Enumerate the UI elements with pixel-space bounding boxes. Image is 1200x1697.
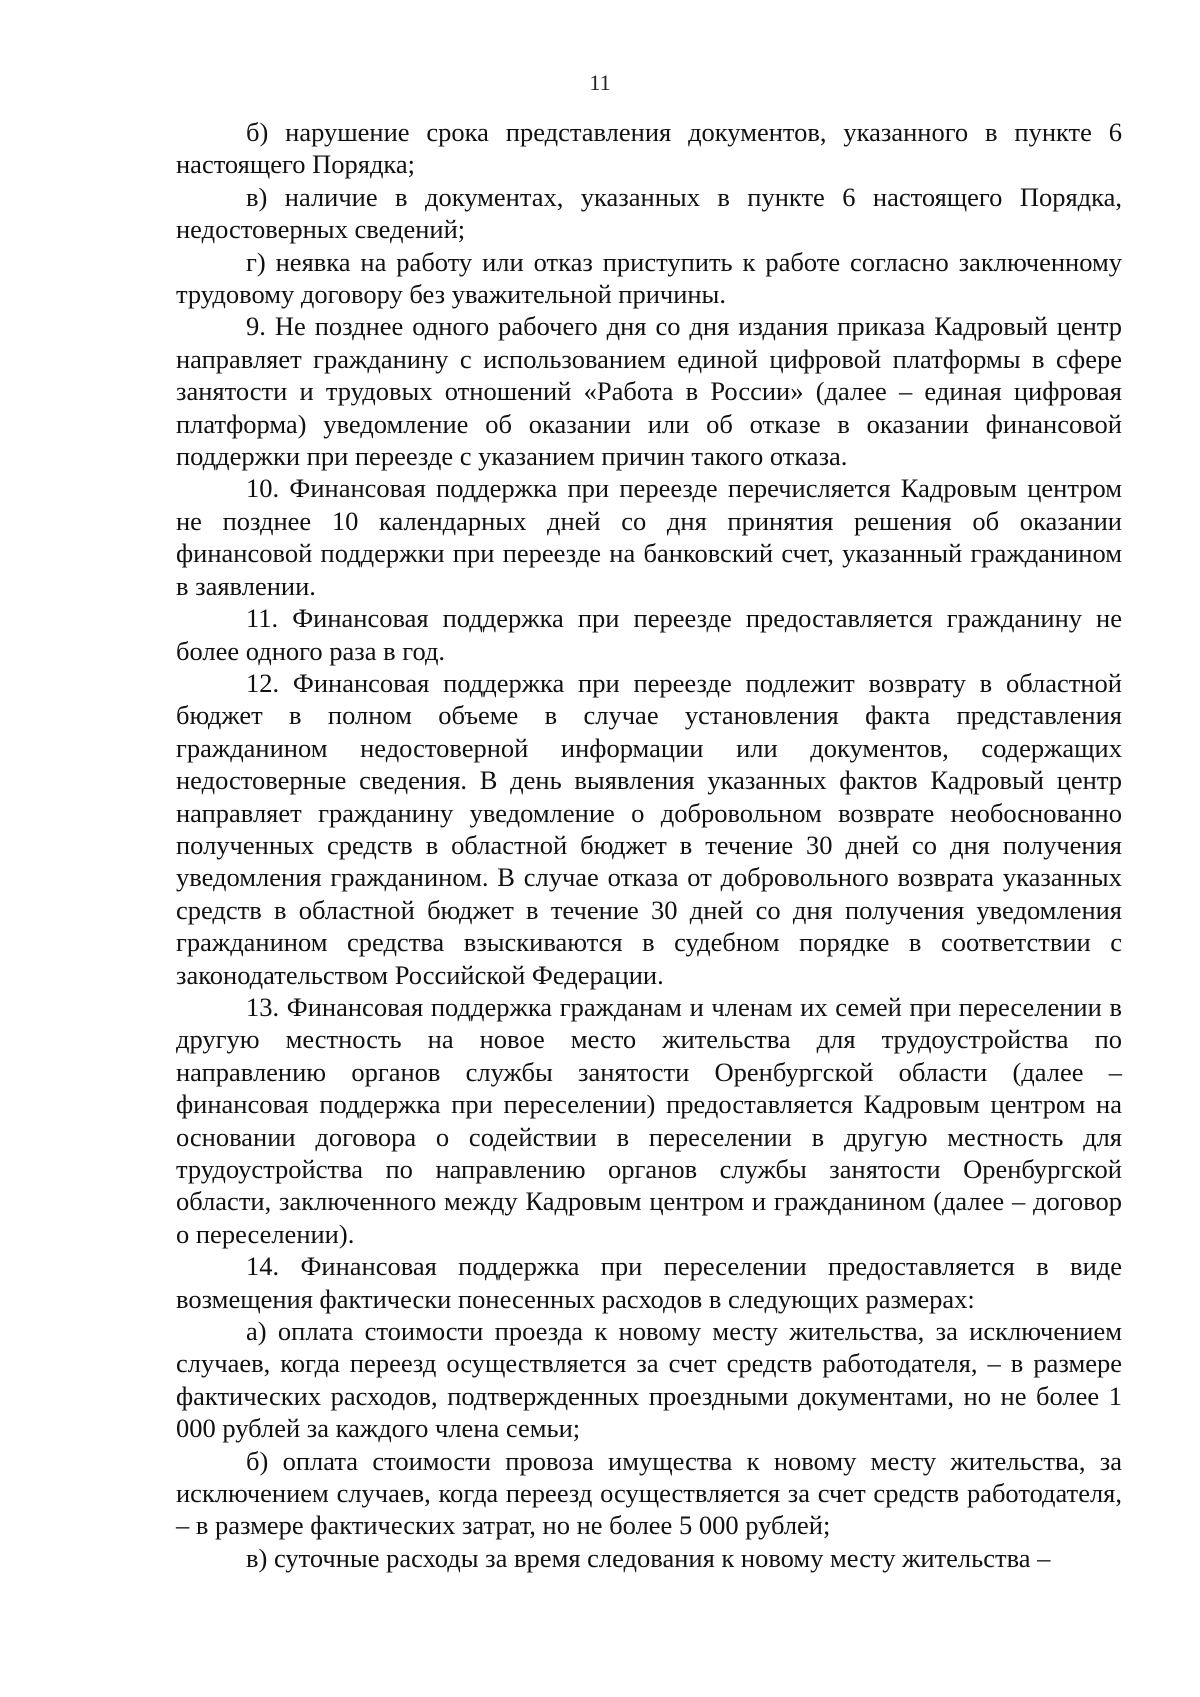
paragraph-14-item-b: б) оплата стоимости провоза имущества к новому месту жительства, за исключением случаев, когда переезд осуществляется за счет средств работодателя, – в размере фактических затрат, но не более 5 000 рублей; [176,1445,1122,1541]
document-body [176,116,1122,1574]
paragraph-item-v: в) наличие в документах, указанных в пункте 6 настоящего Порядка, недостоверных сведений; [176,181,1122,245]
paragraph-14-item-a: а) оплата стоимости проезда к новому месту жительства, за исключением случаев, когда переезд осуществляется за счет средств работодателя, – в размере фактических расходов, подтвержденных проездными документами, но не более 1 000 рублей за каждого члена семьи; [176,1316,1122,1444]
paragraph-10: 10. Финансовая поддержка при переезде перечисляется Кадровым центром не позднее 10 календарных дней со дня принятия решения об оказании финансовой поддержки при переезде на банковский счет, указанный гражданином в заявлении. [176,473,1122,601]
paragraph-13: 13. Финансовая поддержка гражданам и членам их семей при переселении в другую местность на новое место жительства для трудоустройства по направлению органов службы занятости Оренбургской области (далее – финансовая поддержка при переселении) предоставляется Кадровым центром на основании договора о содействии в переселении в другую местность для трудоустройства по направлению органов службы занятости Оренбургской области, заключенного между Кадровым центром и гражданином (далее – договор о переселении). [176,991,1122,1249]
paragraph-item-b: б) нарушение срока представления документов, указанного в пункте 6 настоящего Порядка; [176,117,1122,180]
paragraph-11: 11. Финансовая поддержка при переезде предоставляется гражданину не более одного раза в год. [176,603,1122,666]
paragraph-item-g: г) неявка на работу или отказ приступить к работе согласно заключенному трудовому договору без уважительной причины. [176,246,1122,310]
paragraph-14-item-v: в) суточные расходы за время следования к новому месту жительства – [246,1542,1051,1573]
paragraph-14: 14. Финансовая поддержка при переселении предоставляется в виде возмещения фактически понесенных расходов в следующих размерах: [176,1251,1122,1314]
paragraph-12: 12. Финансовая поддержка при переезде подлежит возврату в областной бюджет в полном объеме в случае установления факта представления гражданином недостоверной информации или документов, содержащих недостоверные сведения. В день выявления указанных фактов Кадровый центр направляет гражданину уведомление о добровольном возврате необоснованно полученных средств в областной бюджет в течение 30 дней со дня получения уведомления гражданином. В случае отказа от добровольного возврата указанных средств в областной бюджет в течение 30 дней со дня получения уведомления гражданином средства взыскиваются в судебном порядке в соответствии с законодательством Российской Федерации. [176,667,1122,990]
page-number: 11 [589,70,611,95]
paragraph-9: 9. Не позднее одного рабочего дня со дня издания приказа Кадровый центр направляет гражданину с использованием единой цифровой платформы в сфере занятости и трудовых отношений «Работа в России» (далее – единая цифровая платформа) уведомление об оказании или об отказе в оказании финансовой поддержки при переезде с указанием причин такого отказа. [176,311,1122,472]
